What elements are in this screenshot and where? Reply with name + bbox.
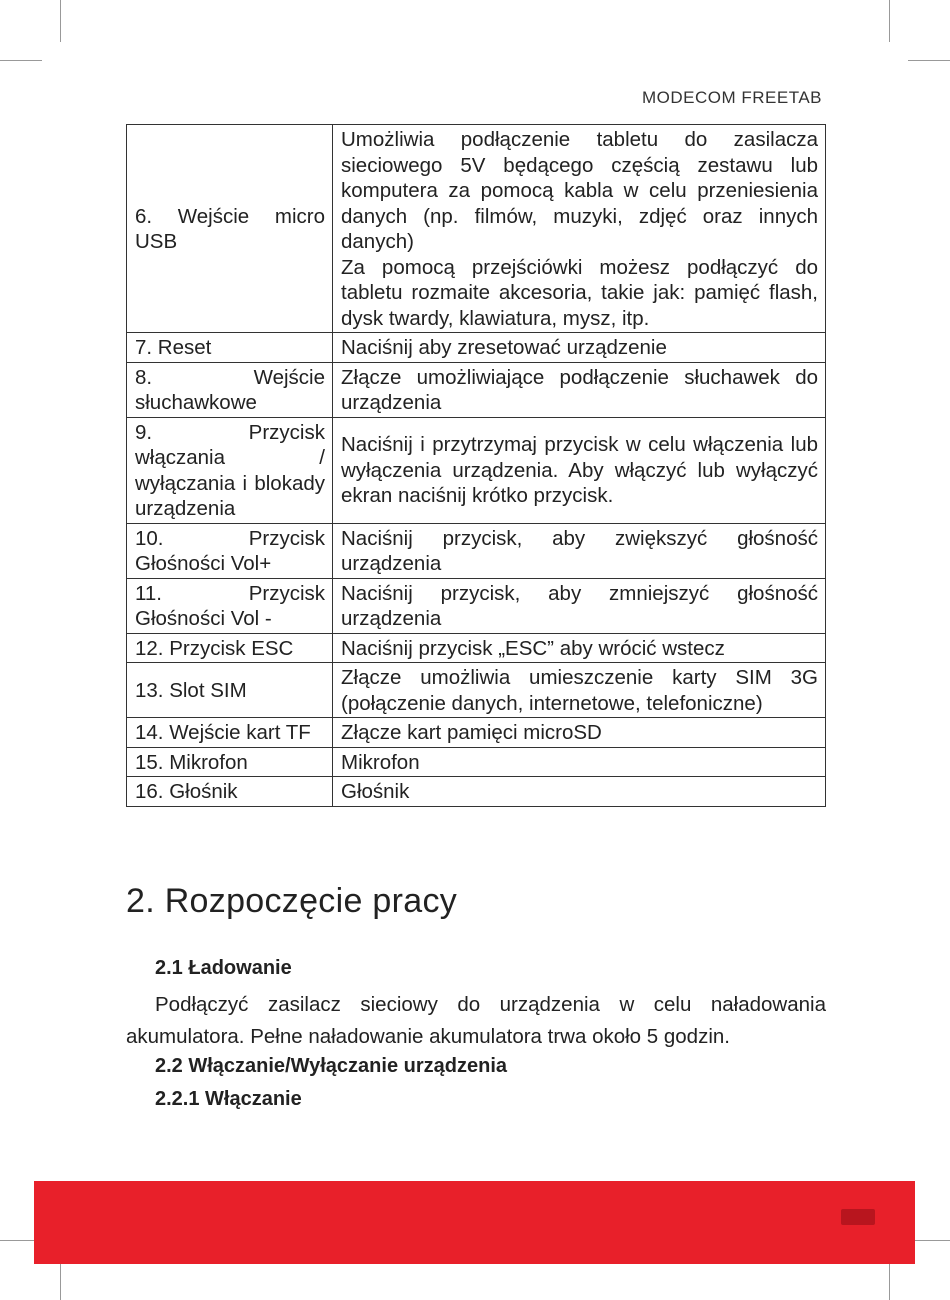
table-row	[127, 777, 826, 807]
table-row	[127, 578, 826, 633]
footer-tab	[841, 1209, 875, 1225]
component-name: 6. Wejście micro USB	[127, 125, 333, 333]
crop-mark	[889, 0, 890, 42]
subsection-heading-power: 2.2 Włączanie/Wyłączanie urządzenia	[155, 1055, 507, 1077]
component-name: 8. Wejście słuchawkowe	[127, 362, 333, 417]
description-paragraph: Za pomocą przejściówki możesz podłączyć do tabletu rozmaite akcesoria, takie jak: pamięć flash, dysk twardy, klawiatura, mysz, itp.	[341, 255, 818, 330]
spec-table	[126, 124, 826, 807]
crop-mark	[889, 1258, 890, 1300]
component-name: 12. Przycisk ESC	[127, 633, 333, 663]
component-description: Złącze umożliwia umieszczenie karty SIM 3G (połączenie danych, internetowe, telefoniczne)	[333, 663, 826, 718]
charging-paragraph: Podłączyć zasilacz sieciowy do urządzenia w celu naładowania akumulatora. Pełne naładowanie akumulatora trwa około 5 godzin.	[126, 993, 826, 1048]
table-row	[127, 633, 826, 663]
footer-bar	[34, 1181, 915, 1264]
component-description: Mikrofon	[333, 747, 826, 777]
component-name: 13. Slot SIM	[127, 663, 333, 718]
component-name: 7. Reset	[127, 333, 333, 363]
table-row	[127, 663, 826, 718]
table-row	[127, 523, 826, 578]
component-name: 11. Przycisk Głośności Vol -	[127, 578, 333, 633]
component-description: Naciśnij aby zresetować urządzenie	[333, 333, 826, 363]
component-description: Naciśnij i przytrzymaj przycisk w celu włączenia lub wyłączenia urządzenia. Aby włączyć lub wyłączyć ekran naciśnij krótko przycisk.	[333, 417, 826, 523]
section-title: 2. Rozpoczęcie pracy	[126, 882, 458, 920]
table-row	[127, 718, 826, 748]
table-row	[127, 417, 826, 523]
table-row	[127, 747, 826, 777]
component-description: Naciśnij przycisk, aby zmniejszyć głośność urządzenia	[333, 578, 826, 633]
description-paragraph: Umożliwia podłączenie tabletu do zasilacza sieciowego 5V będącego częścią zestawu lub komputera za pomocą kabla w celu przeniesienia danych (np. filmów, muzyki, zdjęć oraz innych danych)	[341, 128, 818, 253]
subsection-heading-power-on: 2.2.1 Włączanie	[155, 1088, 302, 1110]
component-description: Głośnik	[333, 777, 826, 807]
component-name: 10. Przycisk Głośności Vol+	[127, 523, 333, 578]
table-row	[127, 125, 826, 333]
component-name: 16. Głośnik	[127, 777, 333, 807]
component-description: Złącze kart pamięci microSD	[333, 718, 826, 748]
crop-mark	[60, 1258, 61, 1300]
component-description	[333, 125, 826, 333]
component-name: 15. Mikrofon	[127, 747, 333, 777]
component-description: Naciśnij przycisk „ESC” aby wrócić wstecz	[333, 633, 826, 663]
component-description: Naciśnij przycisk, aby zwiększyć głośność urządzenia	[333, 523, 826, 578]
component-name: 14. Wejście kart TF	[127, 718, 333, 748]
table-row	[127, 333, 826, 363]
running-header: MODECOM FREETAB	[641, 88, 822, 107]
component-name: 9. Przycisk włączania / wyłączania i blokady urządzenia	[127, 417, 333, 523]
crop-mark	[908, 60, 950, 61]
crop-mark	[0, 60, 42, 61]
subsection-heading-charging: 2.1 Ładowanie	[155, 957, 292, 979]
component-description: Złącze umożliwiające podłączenie słuchawek do urządzenia	[333, 362, 826, 417]
table-row	[127, 362, 826, 417]
crop-mark	[60, 0, 61, 42]
